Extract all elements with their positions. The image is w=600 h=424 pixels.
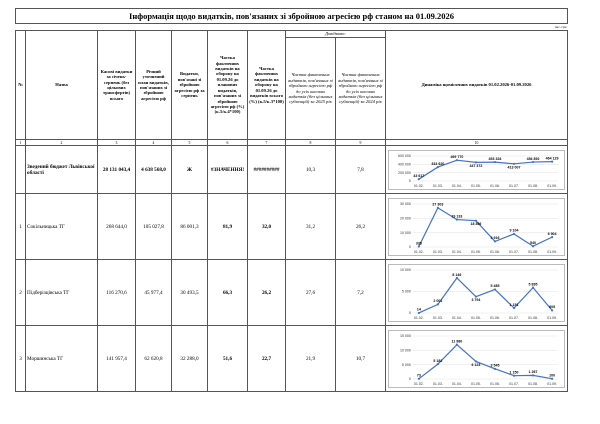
data-label: 609 [549,304,556,309]
report-title: Інформація щодо видатків, пов'язаних зі збройною агресією рф станом на 01.09.2026 [16,9,568,24]
data-label: 100 [549,373,556,378]
dynamics-chart-cell [386,326,568,392]
cell-share-plan: #ЗНАЧЕННЯ! [208,146,248,194]
cell-ref-2024: 7,8 [336,146,386,194]
cell-plan: 45 977,4 [136,260,172,326]
data-point [437,165,439,167]
data-point [551,377,553,379]
data-point [551,309,553,311]
data-point [532,160,534,162]
x-tick-label: 01.04. [451,381,462,386]
x-tick-label: 01.04. [451,315,462,320]
column-number: 8 [286,140,336,146]
column-number: 3 [98,140,136,146]
x-tick-label: 01.05. [470,183,481,188]
cell-share-plan: 66,3 [208,260,248,326]
x-tick-label: 01.09. [547,249,558,254]
y-tick-label: 0 [408,244,411,249]
data-label: 6 123 [471,362,481,367]
cell-exp: 86 001,3 [172,194,208,260]
x-tick-label: 01.05. [470,315,481,320]
y-tick-label: 10 000 [399,230,411,235]
data-label: 464 129 [545,155,559,160]
y-tick-label: 200 000 [397,170,411,175]
x-tick-label: 01.07. [509,381,519,386]
y-tick-label: 400 000 [397,162,411,167]
data-label: 1 151 [509,302,519,307]
chart-frame [388,264,565,322]
x-tick-label: 01.04. [451,249,462,254]
cell-exp: 32 288,0 [172,326,208,392]
cell-share-total: 26,2 [248,260,286,326]
data-point [418,245,420,247]
column-number: 7 [248,140,286,146]
report-table [15,8,568,392]
header-ref-2025: Частка фактичних видатків, пов'язаних зі збройною агресією рф до усіх касових видатків (без цільових субвенцій) за 2025 рік [286,38,336,140]
data-label: 5 182 [433,358,443,363]
y-tick-label: 20 000 [399,216,411,221]
data-label: 447 372 [469,163,483,168]
line-chart [389,265,564,321]
cell-no: 3 [16,326,26,392]
column-number: 5 [172,140,208,146]
data-label: 413 007 [507,164,521,169]
cell-cash: 141 957,4 [98,326,136,392]
header-share-plan: Частка фактичних видатків на оборону на 01.09.26 до планових видатків, пов'язаних зі збройною агресією рф (%) (к.5/к.4*100) [208,31,248,140]
x-tick-label: 01.06. [490,249,500,254]
x-tick-label: 01.07. [509,249,519,254]
x-tick-label: 01.03. [432,183,443,188]
x-tick-label: 01.09. [547,183,558,188]
header-cash: Касові видатки за січень-серпень (без цільових трансфертів) всього [98,31,136,140]
data-label: 499 770 [450,154,464,159]
data-label: 27 303 [432,202,444,207]
chart-frame [388,330,565,388]
data-point [494,240,496,242]
data-point [456,343,458,345]
x-tick-label: 01.08. [528,315,539,320]
column-number: 4 [136,140,172,146]
header-dynamics: Динаміка щомісячних видатків 01.02.2026-01.09.2026 [386,31,568,140]
cell-plan: 62 620,8 [136,326,172,392]
data-label: 19 133 [451,213,463,218]
cell-no [16,146,26,194]
x-tick-label: 01.09. [547,315,558,320]
y-tick-label: 30 000 [399,201,411,206]
cell-plan: 4 638 568,0 [136,146,172,194]
data-point [456,159,458,161]
table-row [16,260,568,326]
data-point [418,377,420,379]
cell-ref-2024: 26,2 [336,194,386,260]
table-row [16,326,568,392]
units-note: тис. грн [554,25,567,29]
data-point [494,367,496,369]
data-point [532,245,534,247]
column-number: 1 [16,140,26,146]
data-label: 1 150 [509,369,519,375]
x-tick-label: 01.03. [432,315,443,320]
cell-cash: 28 131 043,4 [98,146,136,194]
x-tick-label: 01.07. [509,183,519,188]
data-point [418,311,420,313]
data-point [437,363,439,365]
header-name: Назва [26,31,98,140]
data-point [494,161,496,163]
data-point [418,178,420,180]
x-tick-label: 01.07. [509,315,519,320]
data-label: 454 892 [526,156,540,161]
x-tick-label: 01.08. [528,183,539,188]
chart-frame [388,198,565,256]
cell-ref-2025: 27,6 [286,260,336,326]
data-label: 2 001 [433,298,443,303]
data-point [456,276,458,278]
header-plan: Річний уточнений план видатків, пов'язаних зі збройною агресією рф [136,31,172,140]
x-tick-label: 01.02. [413,381,424,386]
x-tick-label: 01.06. [490,183,500,188]
line-chart [389,199,564,255]
x-tick-label: 01.06. [490,315,500,320]
data-label: 3 794 [471,297,481,302]
cell-ref-2024: 7,2 [336,260,386,326]
data-label: 8 146 [452,272,462,277]
cell-plan: 105 027,8 [136,194,172,260]
data-label: 540 [530,240,537,245]
x-tick-label: 01.04. [451,183,462,188]
x-tick-label: 01.06. [490,381,500,386]
data-point [456,218,458,220]
y-tick-label: 5 000 [401,289,411,294]
dynamics-chart-cell [386,146,568,194]
data-label: 9 104 [509,228,519,233]
header-no: № [16,31,26,140]
data-point [513,232,515,234]
data-point [532,374,534,376]
data-point [513,374,515,376]
data-point [494,288,496,290]
x-tick-label: 01.02. [413,183,424,188]
column-number: 6 [208,140,248,146]
cell-share-plan: 81,9 [208,194,248,260]
data-label: 1 267 [528,369,538,374]
cell-share-total: 32,0 [248,194,286,260]
header-share-total: Частка фактичних видатків на оборону на 01.09.26 до видатків всього (%) (к.5/к.3*100) [248,31,286,140]
y-tick-label: 0 [408,178,411,183]
data-point [437,303,439,305]
x-tick-label: 01.08. [528,249,539,254]
data-point [532,286,534,288]
cell-name: Моршинська ТГ [26,326,98,392]
chart-frame [388,150,565,190]
column-number: 10 [386,140,568,146]
y-tick-label: 15 000 [399,333,411,338]
data-label: 14 [416,307,421,312]
column-number: 9 [336,140,386,146]
data-label: 5 895 [528,281,538,286]
data-label: 43 617 [413,173,425,178]
y-tick-label: 10 000 [399,348,411,353]
cell-exp: Ж [172,146,208,194]
cell-cash: 116 270,6 [98,260,136,326]
cell-no: 2 [16,260,26,326]
dynamics-chart-cell [386,194,568,260]
data-point [551,236,553,238]
line-chart [389,331,564,387]
line-chart [389,151,564,189]
cell-cash: 268 644,0 [98,194,136,260]
data-label: 333 620 [431,161,445,166]
data-label: 18 366 [470,221,482,226]
cell-ref-2025: 21,9 [286,326,336,392]
data-point [513,306,515,308]
cell-ref-2025: 10,3 [286,146,336,194]
x-tick-label: 01.02. [413,315,424,320]
header-exp: Видатки, пов'язані зі збройною агресією рф за серпень [172,31,208,140]
data-label: 5 485 [490,283,500,288]
y-tick-label: 0 [408,376,411,381]
data-label: 6 904 [547,231,557,236]
header-ref-group: Довідково: [286,31,386,38]
cell-name: Сокільницька ТГ [26,194,98,260]
column-number: 2 [26,140,98,146]
cell-share-total: 22,7 [248,326,286,392]
data-label: 3 545 [490,363,500,368]
data-point [437,206,439,208]
x-tick-label: 01.09. [547,381,558,386]
cell-ref-2024: 10,7 [336,326,386,392]
y-tick-label: 600 000 [397,153,411,158]
x-tick-label: 01.03. [432,381,443,386]
data-label: 335 [415,240,422,245]
data-point [551,160,553,162]
cell-no: 1 [16,194,26,260]
y-tick-label: 10 000 [399,267,411,272]
y-tick-label: 0 [408,310,411,315]
header-ref-2024: Частка фактичних видатків, пов'язаних зі збройною агресією рф до усіх касових видатків (без цільових субвенцій) за 2024 рік [336,38,386,140]
data-label: 11 980 [451,338,463,343]
cell-share-plan: 51,6 [208,326,248,392]
cell-share-total: ########## [248,146,286,194]
x-tick-label: 01.02. [413,249,424,254]
cell-exp: 30 493,5 [172,260,208,326]
cell-name: Підберізцівська ТГ [26,260,98,326]
cell-name: Зведений бюджет Львівської області [26,146,98,194]
x-tick-label: 01.08. [528,381,539,386]
x-tick-label: 01.03. [432,249,443,254]
table-row [16,146,568,194]
data-label: 73 [416,373,421,378]
x-tick-label: 01.05. [470,381,481,386]
y-tick-label: 5 000 [401,362,411,367]
dynamics-chart-cell [386,260,568,326]
data-label: 453 324 [488,156,502,161]
table-row [16,194,568,260]
x-tick-label: 01.05. [470,249,481,254]
cell-ref-2025: 31,2 [286,194,336,260]
data-label: 3 916 [490,235,500,240]
